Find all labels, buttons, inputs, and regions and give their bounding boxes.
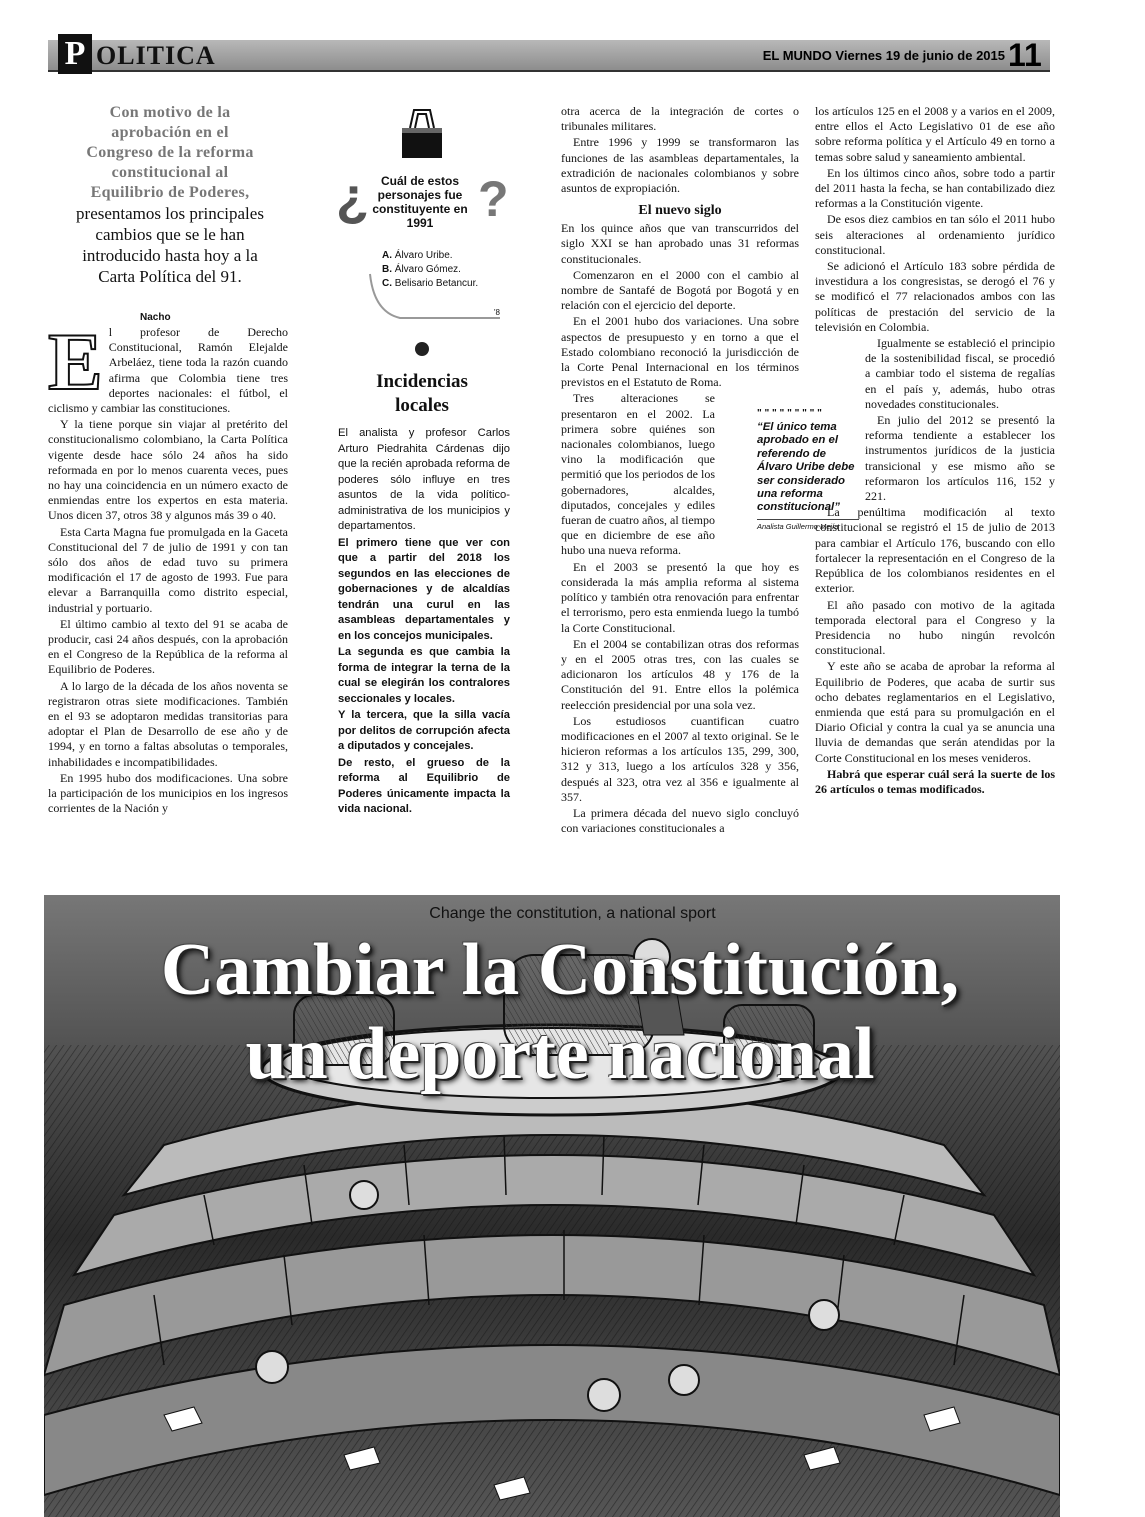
- sidebar-paragraph: La segunda es que cambia la forma de integrar la terna de la cual se elegirán los contralores seccionales y locales.: [338, 646, 510, 705]
- intro-line: Carta Política del 91.: [98, 267, 242, 286]
- sidebar-paragraph: El analista y profesor Carlos Arturo Piedrahita Cárdenas dijo que la recién aprobada reforma de poderes sólo influye en tres asuntos de la vida político-administrativa de los municipios y departamentos.: [338, 427, 510, 532]
- headline-line: un deporte nacional: [245, 1013, 875, 1095]
- main-headline: [60, 928, 1060, 1096]
- section-name: OLITICA: [96, 41, 216, 70]
- page-number: 11: [1008, 37, 1042, 73]
- intro-line: Equilibrio de Poderes,: [90, 184, 250, 201]
- article-paragraph: Y la tiene porque sin viajar al pretérito del constitucionalismo colombiano, la Carta Política vigente desde hace sólo 24 años ha sido reformada en por lo menos cuarenta veces, pues no hay una coincidencia en un número exacto de enmiendas entre los expertos en esta materia. Unos dicen 37, otros 38 y algunos más 39 o 40.: [48, 417, 288, 523]
- headline-subtitle: Change the constitution, a national sport: [429, 905, 716, 922]
- sidebar-column: [338, 426, 510, 819]
- article-paragraph: En julio del 2012 se presentó la reforma tendiente a establecer los instrumentos jurídicos de la justicia transicional y ese mismo año se reformaron los artículos 116, 152 y 221.: [865, 413, 1055, 504]
- intro-line: cambios que se le han: [95, 225, 245, 244]
- option-letter: B.: [382, 264, 392, 275]
- option-text: Álvaro Gómez.: [394, 264, 461, 275]
- sidebar-paragraph: El primero tiene que ver con que a partir del 2018 los segundos en las elecciones de gobernaciones y de alcaldías tendrán una curul en las asambleas departamentales y en los concejos municipales.: [338, 536, 510, 642]
- option-letter: A.: [382, 250, 392, 261]
- intro-line: constitucional al: [111, 164, 229, 181]
- article-paragraph: En los quince años que van transcurridos del siglo XXI se han aprobado unas 31 reformas constitucionales.: [561, 221, 799, 266]
- option-letter: C.: [382, 278, 392, 289]
- question-mark-icon: ?: [478, 171, 509, 227]
- paper-date-info: EL MUNDO Viernes 19 de junio de 2015: [762, 48, 1005, 63]
- intro-line: Congreso de la reforma: [86, 144, 254, 161]
- article-paragraph: otra acerca de la integración de cortes o tribunales militares.: [561, 104, 799, 134]
- article-column-4: [815, 104, 1055, 798]
- option-text: Belisario Betancur.: [394, 278, 479, 289]
- article-paragraph: En el 2003 se presentó la que hoy es considerada la más amplia reforma al sistema político y también otra renovación para enfrentar el terrorismo, pero esta enmienda luego la tumbó la Corte Constitucional.: [561, 559, 799, 635]
- intro-line: Con motivo de la: [109, 104, 231, 121]
- article-paragraph: Esta Carta Magna fue promulgada en la Gaceta Constitucional del 7 de julio de 1991 y con tan sólo dos años de edad tuvo su primera modificación el 17 de agosto de 1993. Fue para elevar a Barranquilla como distrito especial, industrial y portuario.: [48, 524, 288, 615]
- article-paragraph: Igualmente se estableció el principio de la sostenibilidad fiscal, se procedió a cambiar todo el sistema de regalías en el país y, además, hubo otras novedades constitucionales.: [865, 336, 1055, 411]
- drop-cap: E: [48, 316, 103, 407]
- option-text: Álvaro Uribe.: [394, 250, 453, 261]
- headline-line: Cambiar la Constitución,: [160, 929, 960, 1011]
- binder-clip-icon: [398, 108, 446, 160]
- quote-text: “El único tema aprobado en el referendo de Álvaro Uribe debe ser considerado una reforma constitucional”: [757, 421, 855, 514]
- article-paragraph: En el 2001 hubo dos variaciones. Una sobre aspectos de presupuesto y en torno a que el Estado colombiano reconoció la jurisdicción de la Corte Penal Internacional en los términos previstos en el Estatuto de Roma.: [561, 314, 799, 390]
- intro-line: introducido hasta hoy a la: [82, 246, 258, 265]
- intro-blurb: [55, 103, 285, 287]
- intro-highlight: [55, 103, 285, 203]
- sidebar-paragraph: Y la tercera, que la silla vacía por delitos de corrupción afecta a diputados y concejales.: [338, 709, 510, 752]
- article-paragraph: El año pasado con motivo de la agitada temporada electoral para el Congreso y la Presidencia no hubo ningún revolcón constitucional.: [815, 597, 1055, 658]
- article-paragraph: A lo largo de la década de los años noventa se registraron otras siete modificaciones. También en el 93 se adoptaron medidas transitorias para adoptar el Plan de Desarrollo de ese año y de 1994, y en torno a faltas absolutas o temporales, inhabilidades e incompatibilidades.: [48, 678, 288, 769]
- article-paragraph: La primera década del nuevo siglo concluyó con variaciones constitucionales a: [561, 805, 799, 836]
- article-paragraph: La penúltima modificación al texto constitucional se registró el 15 de julio de 2013 para cambiar el Artículo 176, buscando con ello fortalecer la representación en el Congreso de la República de los colombianos residentes en el exterior.: [815, 505, 1055, 596]
- article-paragraph: Tres alteraciones se presentaron en el 2002. La primera sobre quiénes son nacionales colombianos, luego vino la modificación que permitió que los periodos de los gobernadores, alcaldes, diputados, concejales y ediles fueran de cuatro años, al tiempo que en diciembre de ese año hubo una nueva reforma.: [561, 391, 715, 558]
- article-paragraph: los artículos 125 en el 2008 y a varios en el 2009, entre ellos el Acto Legislativo 01 de ese año sobre reforma política y el Artículo 49 en torno a temas sobre salud y saneamiento ambiental.: [815, 104, 1055, 164]
- article-paragraph: Habrá que esperar cuál será la suerte de los 26 artículos o temas modificados.: [815, 766, 1055, 796]
- author-byline: Nacho: [140, 312, 171, 323]
- sidebar-title: Incidencias locales: [376, 371, 468, 416]
- article-paragraph: Comenzaron en el 2000 con el cambio al nombre de Santafé de Bogotá por Bogotá y en relación con el ejercicio del deporte.: [561, 267, 799, 313]
- intro-line: aprobación en el: [111, 124, 229, 141]
- article-paragraph: De esos diez cambios en tan sólo el 2011 hubo seis alteraciones al ordenamiento jurídico constitucional.: [815, 212, 1055, 257]
- quote-author: Analista Guillermo Mejía: [757, 519, 859, 531]
- bullet-dot-icon: [415, 342, 429, 356]
- article-paragraph: El último cambio al texto del 91 se acaba de producir, casi 24 años después, con la aprobación en el Congreso de la República de la reforma al Equilibrio de Poderes.: [48, 616, 288, 677]
- article-paragraph: Entre 1996 y 1999 se transformaron las funciones de las asambleas departamentales, la extradición de nacionales colombianos y sobre asuntos de expropiación.: [561, 135, 799, 196]
- intro-summary: [55, 203, 285, 287]
- sidebar-paragraph: De resto, el grueso de la reforma al Equilibrio de Poderes únicamente impacta la vida nacional.: [338, 756, 510, 815]
- section-initial: P: [58, 34, 92, 74]
- article-paragraph: Y este año se acaba de aprobar la reforma al Equilibrio de Poderes, que acaba de surtir sus ocho debates reglamentarios en el Legislativo, enmienda que está para su promulgación en el Diario Oficial y contra la cual ya se anuncia una lluvia de demandas que serán atendidas por la Corte Constitucional en los meses venideros.: [815, 659, 1055, 765]
- decorative-curve-icon: [360, 264, 510, 324]
- quiz-option: [382, 249, 478, 263]
- intro-line: presentamos los principales: [76, 204, 264, 223]
- article-paragraph: En el 2004 se contabilizan otras dos reformas y en el 2005 otras tres, con las cuales se adicionaron los artículos 48 y 176 de la Constitución del 91. Entre ellos la polémica reelección presidencial por una sola vez.: [561, 636, 799, 712]
- section-subhead: El nuevo siglo: [638, 203, 722, 219]
- question-mark-icon: ¿: [336, 167, 369, 227]
- paragraph-text: l profesor de Derecho Constitucional, Ramón Elejalde Arbeláez, tiene toda la razón cuando afirma que Colombia tiene tres deportes nacionales: el fútbol, el ciclismo y cambiar las constituciones.: [48, 325, 288, 416]
- article-paragraph: Los estudiosos cuantifican cuatro modificaciones en el 2007 al texto original. Se le hicieron reformas a los artículos 135, 299, 300, 312 y 313, luego a los artículos 328 y 356, después al 323, otra vez al 356 e igualmente al 357.: [561, 713, 799, 804]
- article-paragraph: En los últimos cinco años, sobre todo a partir del 2011 hasta la fecha, se han contabilizado diez reformas a la Constitución vigente.: [815, 165, 1055, 211]
- article-paragraph: En 1995 hubo dos modificaciones. Una sobre la participación de los municipios en los ingresos corrientes de la Nación y: [48, 770, 288, 816]
- article-paragraph: Se adicionó el Artículo 183 sobre pérdida de investidura a los congresistas, se derogó el 76 y se modificó el 77 relacionados ambos con las políticas de prestación del servicio de la televisión en Colombia.: [815, 259, 1055, 334]
- quote-marks-icon: " " " " " " " " ": [757, 408, 822, 419]
- quiz-question: Cuál de estos personajes fue constituyente en 1991: [372, 174, 468, 230]
- quiz-note: '8: [494, 308, 500, 317]
